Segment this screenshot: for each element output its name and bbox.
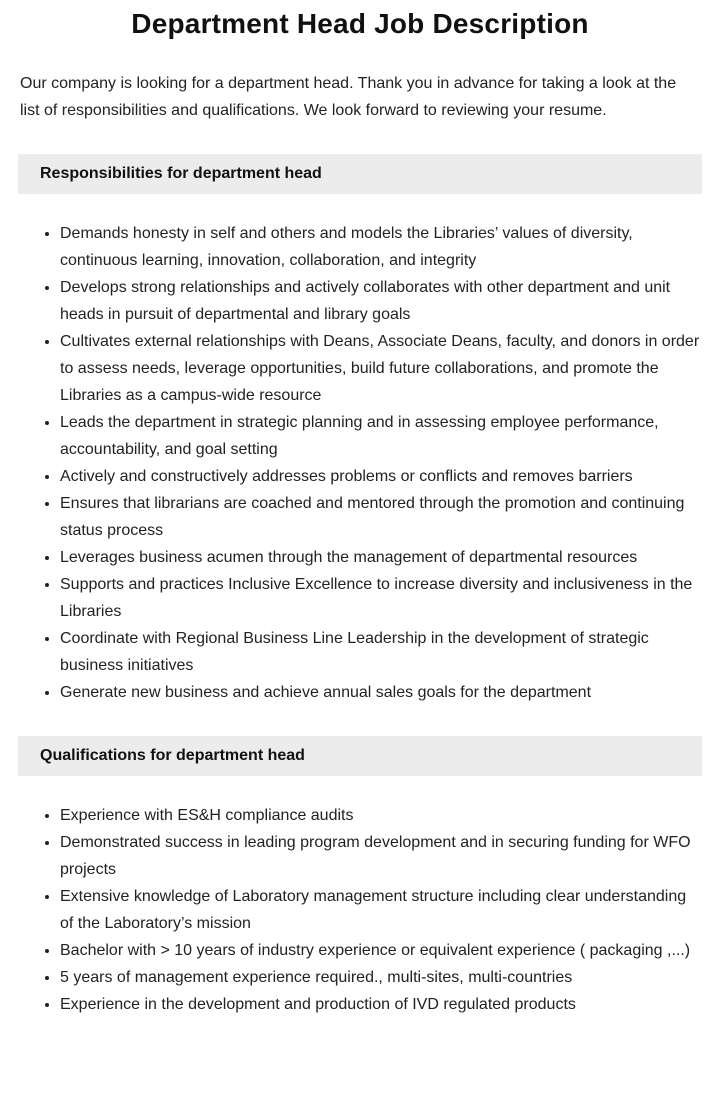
responsibility-item: • Generate new business and achieve annual sales goals for the department bbox=[60, 679, 700, 706]
responsibilities-section-header: Responsibilities for department head bbox=[18, 154, 702, 194]
qualification-item: • Extensive knowledge of Laboratory management structure including clear understanding of the Laboratory’s mission bbox=[60, 883, 700, 937]
qualifications-list bbox=[20, 802, 700, 1018]
qualification-item: • Bachelor with > 10 years of industry experience or equivalent experience ( packaging ,...) bbox=[60, 937, 700, 964]
responsibility-item: • Ensures that librarians are coached and mentored through the promotion and continuing status process bbox=[60, 490, 700, 544]
responsibility-item: • Actively and constructively addresses problems or conflicts and removes barriers bbox=[60, 463, 700, 490]
qualifications-section-header: Qualifications for department head bbox=[18, 736, 702, 776]
intro-paragraph: Our company is looking for a department head. Thank you in advance for taking a look at the list of responsibilities and qualifications. We look forward to reviewing your resume. bbox=[20, 75, 677, 119]
responsibility-item: • Cultivates external relationships with Deans, Associate Deans, faculty, and donors in order to assess needs, leverage opportunities, build future collaborations, and promote the Libraries as a campus-wide resource bbox=[60, 328, 700, 409]
qualification-item: • Demonstrated success in leading program development and in securing funding for WFO projects bbox=[60, 829, 700, 883]
qualification-item: • 5 years of management experience required., multi-sites, multi-countries bbox=[60, 964, 700, 991]
responsibility-item: • Develops strong relationships and actively collaborates with other department and unit heads in pursuit of departmental and library goals bbox=[60, 274, 700, 328]
responsibility-item: • Supports and practices Inclusive Excellence to increase diversity and inclusiveness in the Libraries bbox=[60, 571, 700, 625]
page-title: Department Head Job Description bbox=[131, 8, 589, 39]
responsibility-item: • Leads the department in strategic planning and in assessing employee performance, accountability, and goal setting bbox=[60, 409, 700, 463]
responsibility-item: • Coordinate with Regional Business Line Leadership in the development of strategic business initiatives bbox=[60, 625, 700, 679]
responsibility-item: • Leverages business acumen through the management of departmental resources bbox=[60, 544, 700, 571]
responsibilities-list bbox=[20, 220, 700, 706]
qualification-item: • Experience with ES&H compliance audits bbox=[60, 802, 700, 829]
qualification-item: • Experience in the development and production of IVD regulated products bbox=[60, 991, 700, 1018]
responsibility-item: • Demands honesty in self and others and models the Libraries’ values of diversity, continuous learning, innovation, collaboration, and integrity bbox=[60, 220, 700, 274]
